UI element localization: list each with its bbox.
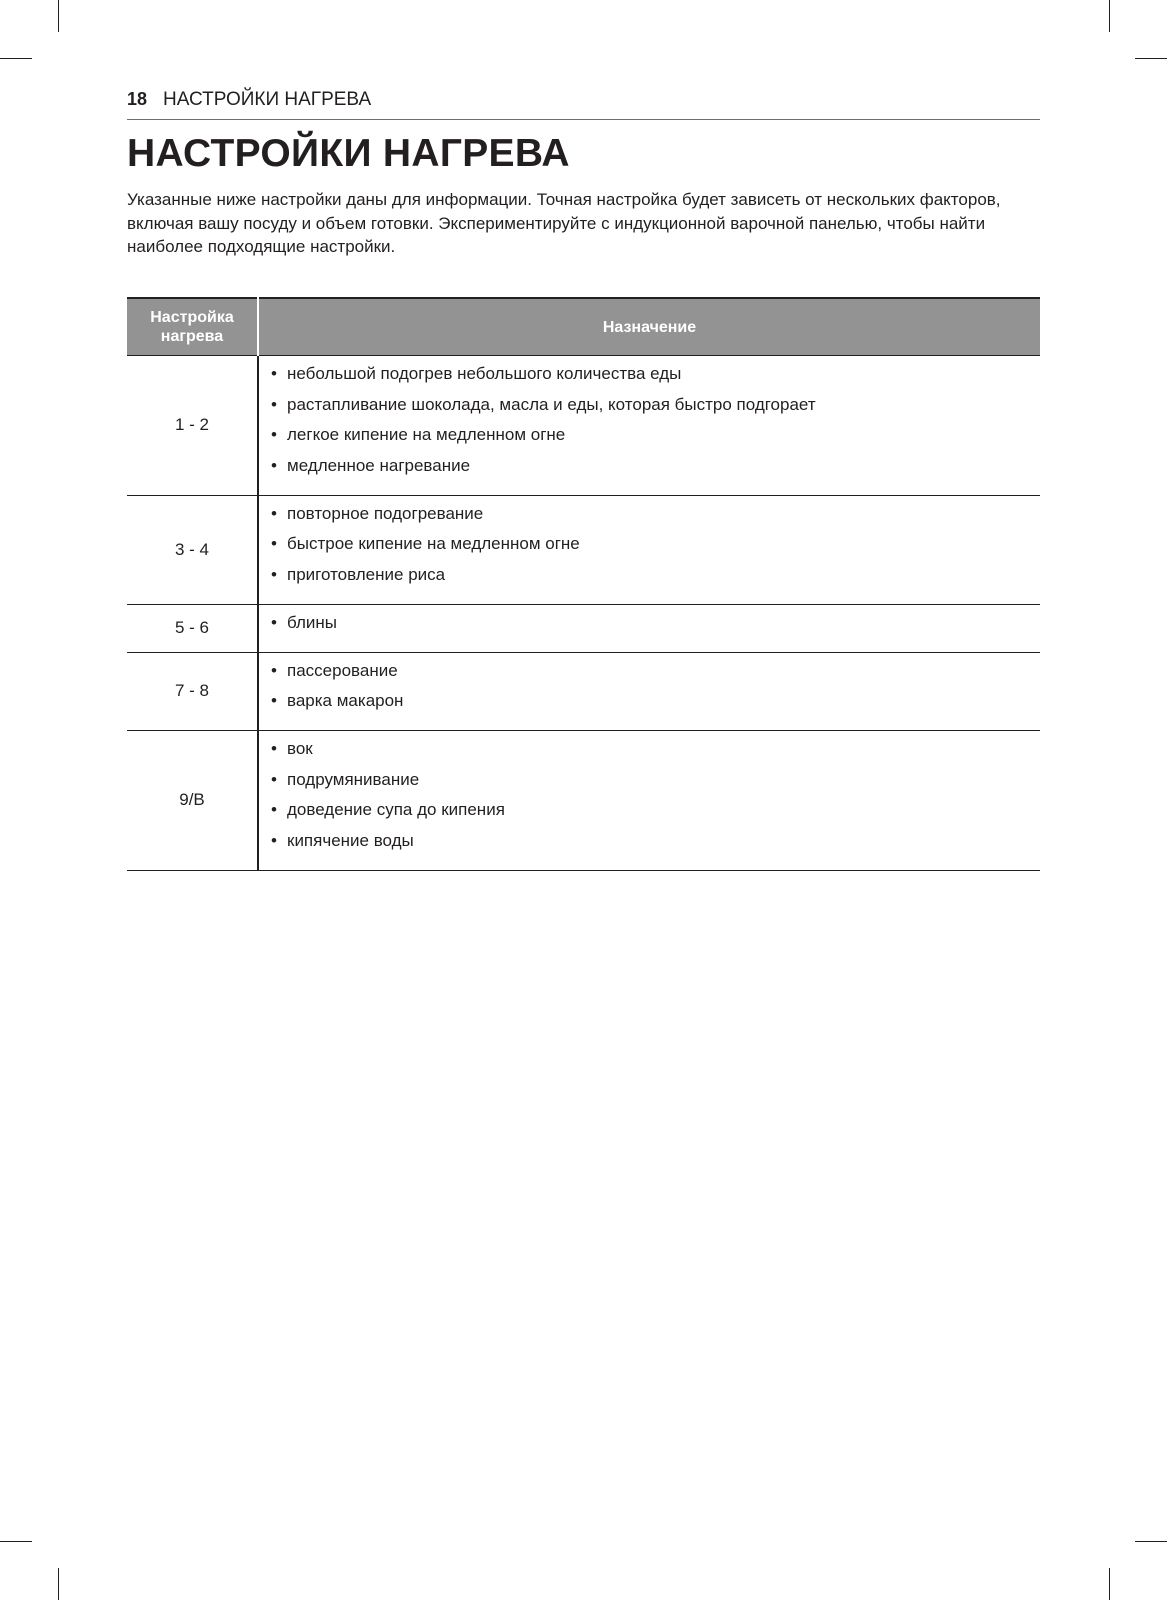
column-header-setting-line1: Настройка [150, 309, 234, 326]
column-header-use: Назначение [258, 298, 1040, 356]
bullet-icon: • [271, 503, 277, 523]
use-list-item [271, 770, 1040, 801]
bullet-icon: • [271, 738, 277, 758]
crop-mark [58, 1568, 59, 1600]
page-title: НАСТРОЙКИ НАГРЕВА [127, 132, 570, 175]
page-number: 18 [127, 89, 148, 109]
bullet-icon: • [271, 691, 277, 711]
intro-paragraph: Указанные ниже настройки даны для информации. Точная настройка будет зависеть от нескольких факторов, включая вашу посуду и объем готовки. Экспериментируйте с индукционной варочной панелью, чтобы найти наиболее подходящие настройки. [127, 190, 1001, 256]
bullet-icon: • [271, 456, 277, 476]
use-list-item [271, 364, 1040, 395]
page-header [127, 89, 1040, 120]
crop-mark [0, 58, 32, 59]
bullet-icon: • [271, 534, 277, 554]
heat-use-cell [258, 604, 1040, 652]
use-list-item [271, 613, 1040, 644]
column-header-setting-line2: нагрева [160, 328, 224, 345]
bullet-icon: • [271, 394, 277, 414]
table-row [127, 495, 1040, 604]
use-list [271, 613, 1040, 644]
use-list-item [271, 456, 1040, 487]
bullet-icon: • [271, 830, 277, 850]
crop-mark [1109, 0, 1110, 32]
use-text: варка макарон [287, 691, 404, 711]
heat-setting-cell: 9/B [127, 730, 258, 870]
column-header-setting [127, 298, 258, 356]
heat-setting-cell: 7 - 8 [127, 652, 258, 730]
heat-settings-table [127, 297, 1040, 871]
table-row [127, 604, 1040, 652]
use-list [271, 504, 1040, 596]
use-list-item [271, 831, 1040, 862]
use-text: медленное нагревание [287, 456, 471, 476]
use-list [271, 364, 1040, 487]
heat-setting-cell: 5 - 6 [127, 604, 258, 652]
table-row [127, 356, 1040, 496]
use-text: повторное подогревание [287, 503, 484, 523]
heat-setting-cell: 3 - 4 [127, 495, 258, 604]
use-list [271, 661, 1040, 722]
use-list-item [271, 395, 1040, 426]
bullet-icon: • [271, 425, 277, 445]
bullet-icon: • [271, 800, 277, 820]
crop-mark [0, 1541, 32, 1542]
use-text: легкое кипение на медленном огне [287, 425, 566, 445]
table-body [127, 356, 1040, 871]
use-list [271, 739, 1040, 862]
use-text: вок [287, 738, 313, 758]
use-list-item [271, 565, 1040, 596]
heat-use-cell [258, 730, 1040, 870]
table-row [127, 652, 1040, 730]
bullet-icon: • [271, 364, 277, 383]
crop-mark [1135, 58, 1167, 59]
table-header-row [127, 298, 1040, 356]
running-title: НАСТРОЙКИ НАГРЕВА [163, 89, 372, 110]
use-list-item [271, 739, 1040, 770]
use-list-item [271, 800, 1040, 831]
use-text: подрумянивание [287, 769, 420, 789]
bullet-icon: • [271, 660, 277, 680]
crop-mark [1109, 1568, 1110, 1600]
use-text: быстрое кипение на медленном огне [287, 534, 580, 554]
crop-mark [1135, 1541, 1167, 1542]
heat-setting-cell: 1 - 2 [127, 356, 258, 496]
heat-use-cell [258, 356, 1040, 496]
bullet-icon: • [271, 612, 277, 632]
use-list-item [271, 425, 1040, 456]
use-list-item [271, 691, 1040, 722]
use-text: пассерование [287, 660, 398, 680]
crop-mark [58, 0, 59, 32]
use-text: растапливание шоколада, масла и еды, которая быстро подгорает [287, 394, 816, 414]
heat-use-cell [258, 652, 1040, 730]
use-text: блины [287, 612, 337, 632]
use-text: кипячение воды [287, 830, 414, 850]
heat-use-cell [258, 495, 1040, 604]
bullet-icon: • [271, 769, 277, 789]
bullet-icon: • [271, 565, 277, 585]
use-text: доведение супа до кипения [287, 800, 505, 820]
use-text: небольшой подогрев небольшого количества еды [287, 364, 682, 383]
use-list-item [271, 504, 1040, 535]
table-row [127, 730, 1040, 870]
use-text: приготовление риса [287, 565, 446, 585]
use-list-item [271, 661, 1040, 692]
use-list-item [271, 534, 1040, 565]
